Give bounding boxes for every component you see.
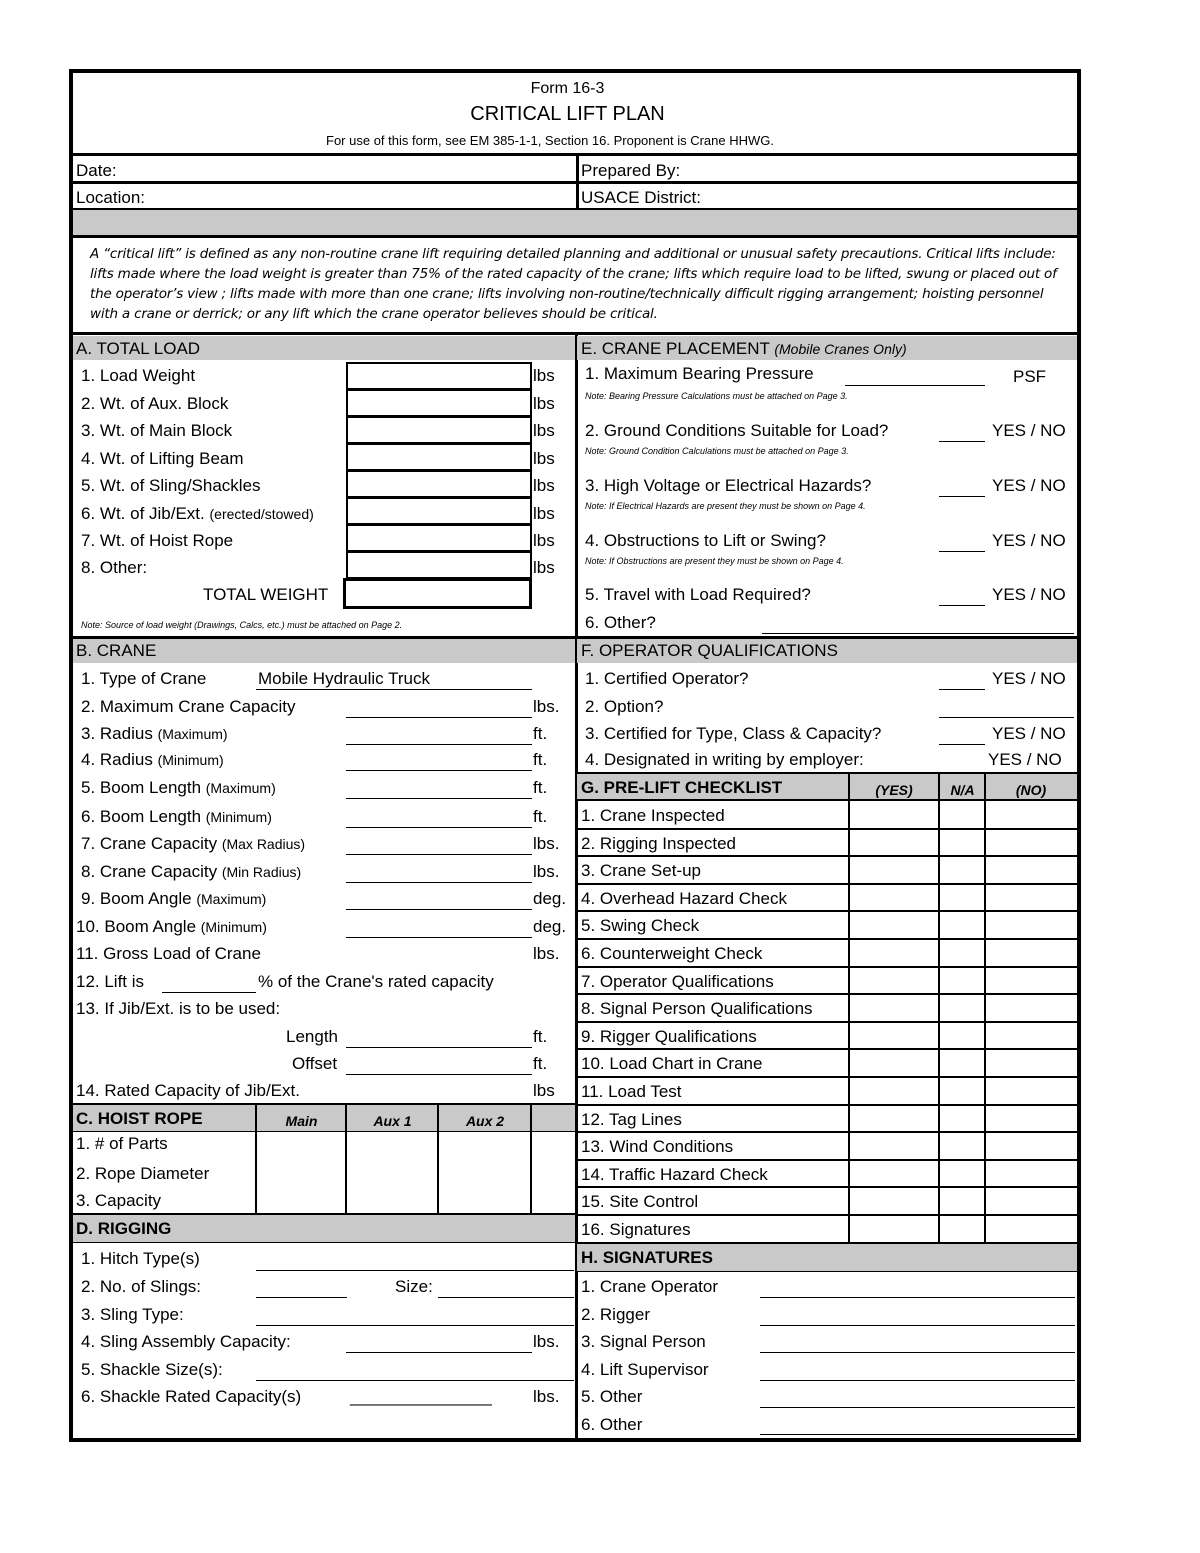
- other-placement-input[interactable]: [762, 633, 1074, 634]
- checklist-item: 9. Rigger Qualifications: [581, 1026, 757, 1046]
- certified-type-input[interactable]: [939, 744, 985, 745]
- checklist-item: 16. Signatures: [581, 1220, 691, 1239]
- lift-percent-input[interactable]: [162, 992, 256, 993]
- hoist-rope-input[interactable]: [346, 524, 532, 552]
- boom-length-max-label: [81, 778, 276, 798]
- sling-assembly-label: 4. Sling Assembly Capacity:: [81, 1332, 291, 1351]
- lbs-unit: lbs: [533, 476, 555, 495]
- checklist-na-cell[interactable]: [940, 1076, 984, 1103]
- sling-assembly-input[interactable]: [346, 1352, 532, 1353]
- checklist-no-cell[interactable]: [986, 1131, 1076, 1158]
- sig-crane-operator-input[interactable]: [760, 1297, 1075, 1298]
- unit: lbs.: [533, 1332, 560, 1351]
- gross-load-text: 11. Gross Load of Crane: [76, 944, 261, 963]
- boom-length-max-input[interactable]: [346, 798, 532, 799]
- max-crane-capacity-text: 2. Maximum Crane Capacity: [81, 697, 296, 716]
- lifting-beam-input[interactable]: [346, 443, 532, 471]
- date-label: Date:: [76, 161, 117, 180]
- sig-lift-supervisor-label: 4. Lift Supervisor: [581, 1360, 709, 1379]
- crane-capacity-min-text: 8. Crane Capacity: [81, 862, 218, 881]
- ground-conditions-label: 2. Ground Conditions Suitable for Load?: [585, 421, 889, 440]
- checklist-yes-cell[interactable]: [850, 800, 938, 827]
- checklist-no-cell[interactable]: [986, 855, 1076, 882]
- checklist-na-cell[interactable]: [940, 855, 984, 882]
- checklist-item: 8. Signal Person Qualifications: [581, 999, 813, 1019]
- checklist-yes-cell[interactable]: [850, 1214, 938, 1241]
- certified-operator-input[interactable]: [939, 689, 985, 690]
- checklist-item: 4. Overhead Hazard Check: [581, 888, 787, 908]
- boom-angle-max-qualifier: (Maximum): [196, 891, 267, 907]
- radius-min-text: 4. Radius: [81, 750, 153, 769]
- unit: lbs.: [533, 944, 560, 963]
- boom-length-max-qualifier: (Maximum): [205, 780, 276, 796]
- checklist-no-cell[interactable]: [986, 800, 1076, 827]
- boom-angle-max-label: [81, 889, 266, 909]
- section-b-title: B. CRANE: [76, 641, 157, 660]
- checklist-yes-cell[interactable]: [850, 1159, 938, 1186]
- col-na: N/A: [950, 782, 975, 798]
- ground-note: Note: Ground Condition Calculations must be attached on Page 3.: [585, 446, 849, 456]
- jib-ext-label: [81, 504, 314, 524]
- unit: ft.: [533, 724, 548, 743]
- sig-rigger-input[interactable]: [760, 1325, 1075, 1326]
- unit: ft.: [533, 1027, 548, 1046]
- boom-angle-max-input[interactable]: [346, 909, 532, 910]
- rated-jib-label: 14. Rated Capacity of Jib/Ext.: [76, 1081, 300, 1100]
- radius-max-text: 3. Radius: [81, 724, 153, 743]
- checklist-na-cell[interactable]: [940, 1104, 984, 1131]
- section-f-title: F. OPERATOR QUALIFICATIONS: [581, 641, 838, 660]
- other-placement-label: 6. Other?: [585, 613, 656, 632]
- checklist-item: 1. Crane Inspected: [581, 806, 725, 825]
- radius-min-label: [81, 750, 224, 770]
- sling-size-label: Size:: [395, 1277, 433, 1296]
- checklist-item: 10. Load Chart in Crane: [581, 1054, 763, 1074]
- boom-length-min-qualifier: (Minimum): [205, 809, 272, 825]
- checklist-no-cell[interactable]: [986, 966, 1076, 993]
- aux-block-label: 2. Wt. of Aux. Block: [81, 394, 229, 413]
- jib-ext-qualifier: (erected/stowed): [209, 506, 314, 522]
- checklist-yes-cell[interactable]: [850, 883, 938, 910]
- checklist-yes-cell[interactable]: [850, 855, 938, 882]
- col-aux1: Aux 1: [373, 1113, 412, 1129]
- section-c-title: C. HOIST ROPE: [76, 1109, 203, 1128]
- section-e-qualifier: (Mobile Cranes Only): [774, 341, 907, 357]
- checklist-na-cell[interactable]: [940, 1131, 984, 1158]
- unit: ft.: [533, 1054, 548, 1073]
- yes-no[interactable]: YES / NO: [988, 750, 1062, 769]
- checklist-no-cell[interactable]: [986, 910, 1076, 937]
- checklist-no-cell[interactable]: [986, 993, 1076, 1020]
- col-aux2: Aux 2: [465, 1113, 505, 1129]
- boom-angle-max-text: 9. Boom Angle: [81, 889, 192, 908]
- crane-capacity-max-text: 7. Crane Capacity: [81, 834, 218, 853]
- sling-type-input[interactable]: [256, 1325, 574, 1326]
- sling-type-label: 3. Sling Type:: [81, 1305, 184, 1324]
- lift-is-label: 12. Lift is: [76, 972, 145, 991]
- unit: deg.: [533, 889, 567, 908]
- sig-other-input[interactable]: [760, 1434, 1075, 1435]
- load-weight-label: 1. Load Weight: [81, 366, 196, 385]
- parts-label: 1. # of Parts: [76, 1134, 168, 1153]
- other-load-label: 8. Other:: [81, 558, 148, 577]
- sling-size-input[interactable]: [438, 1297, 574, 1298]
- location-label: Location:: [76, 188, 145, 207]
- col-main: Main: [285, 1113, 318, 1129]
- lift-is-suffix: % of the Crane's rated capacity: [258, 972, 494, 991]
- checklist-no-cell[interactable]: [986, 1159, 1076, 1186]
- yes-no[interactable]: YES / NO: [992, 669, 1066, 688]
- form-subtitle: For use of this form, see EM 385-1-1, Section 16. Proponent is Crane HHWG.: [326, 133, 774, 148]
- section-e-title-text: E. CRANE PLACEMENT: [581, 339, 770, 358]
- checklist-na-cell[interactable]: [940, 1186, 984, 1213]
- critical-lift-definition: A “critical lift” is defined as any non-routine crane lift requiring detailed planning and additional or unusual safety precautions. Critical lifts include: lifts made where the load weight is greater than 75% of the rated capacity of the crane; lifts which require load to be lifted, swung or placed out of the operator’s view ; lifts made with more than one crane; lifts involving non-routine/technically difficult rigging arrangement; hoisting personnel with a crane or derrick; or any lift which the crane operator believes should be critical.: [90, 246, 1057, 322]
- sig-lift-supervisor-input[interactable]: [760, 1380, 1075, 1381]
- checklist-no-cell[interactable]: [986, 1214, 1076, 1241]
- rope-diameter-label: 2. Rope Diameter: [76, 1164, 210, 1183]
- checklist-no-cell[interactable]: [986, 1048, 1076, 1075]
- lbs-unit: lbs: [533, 531, 555, 550]
- radius-max-label: [81, 724, 228, 744]
- radius-max-input[interactable]: [346, 744, 532, 745]
- hitch-type-label: 1. Hitch Type(s): [81, 1249, 200, 1268]
- checklist-na-cell[interactable]: [940, 993, 984, 1020]
- checklist-na-cell[interactable]: [940, 1214, 984, 1241]
- unit: ft.: [533, 778, 548, 797]
- hoist-rope-label: 7. Wt. of Hoist Rope: [81, 531, 234, 550]
- checklist-item: 11. Load Test: [581, 1082, 682, 1101]
- radius-max-qualifier: (Maximum): [157, 726, 228, 742]
- max-crane-capacity-input[interactable]: [346, 717, 532, 718]
- jib-offset-input[interactable]: [346, 1074, 532, 1075]
- section-e-title: [581, 339, 907, 359]
- unit: lbs.: [533, 834, 560, 853]
- radius-min-input[interactable]: [346, 770, 532, 771]
- electrical-hazards-label: 3. High Voltage or Electrical Hazards?: [585, 476, 872, 495]
- section-a-note: Note: Source of load weight (Drawings, Calcs, etc.) must be attached on Page 2.: [81, 620, 403, 630]
- checklist-na-cell[interactable]: [940, 938, 984, 965]
- shackle-size-input[interactable]: [256, 1380, 574, 1381]
- checklist-na-cell[interactable]: [940, 800, 984, 827]
- certified-type-label: 3. Certified for Type, Class & Capacity?: [585, 724, 882, 743]
- lbs-unit: lbs: [533, 449, 555, 468]
- checklist-yes-cell[interactable]: [850, 1186, 938, 1213]
- obstructions-input[interactable]: [939, 551, 985, 552]
- jib-offset-label: Offset: [292, 1054, 338, 1073]
- psf-unit: PSF: [1013, 367, 1047, 386]
- option-input[interactable]: [939, 717, 1074, 718]
- gross-load-label: [76, 944, 261, 964]
- certified-operator-label: 1. Certified Operator?: [585, 669, 749, 688]
- unit: lbs.: [533, 862, 560, 881]
- checklist-item: 15. Site Control: [581, 1192, 699, 1212]
- checklist-na-cell[interactable]: [940, 828, 984, 855]
- unit: ft.: [533, 750, 548, 769]
- col-yes: (YES): [875, 782, 913, 798]
- hoist-rope-grid[interactable]: [257, 1133, 530, 1213]
- checklist-no-cell[interactable]: [986, 938, 1076, 965]
- main-block-input[interactable]: [346, 416, 532, 444]
- boom-length-min-label: [81, 807, 272, 827]
- obstructions-label: 4. Obstructions to Lift or Swing?: [585, 531, 826, 550]
- main-block-label: 3. Wt. of Main Block: [81, 421, 233, 440]
- checklist-no-cell[interactable]: [986, 1104, 1076, 1131]
- district-label: USACE District:: [581, 188, 701, 207]
- max-crane-capacity-label: [81, 697, 295, 717]
- lifting-beam-label: 4. Wt. of Lifting Beam: [81, 449, 244, 468]
- sling-shackles-label: 5. Wt. of Sling/Shackles: [81, 476, 261, 495]
- boom-length-max-text: 5. Boom Length: [81, 778, 202, 797]
- shackle-size-label: 5. Shackle Size(s):: [81, 1360, 223, 1379]
- checklist-na-cell[interactable]: [940, 966, 984, 993]
- option-label: 2. Option?: [585, 697, 664, 716]
- shackle-rated-input[interactable]: _______________: [350, 1387, 492, 1406]
- crane-capacity-max-qualifier: (Max Radius): [221, 836, 306, 852]
- no-slings-label: 2. No. of Slings:: [81, 1277, 202, 1296]
- checklist-no-cell[interactable]: [986, 1021, 1076, 1048]
- designated-label: 4. Designated in writing by employer:: [585, 750, 864, 769]
- no-slings-input[interactable]: [256, 1297, 347, 1298]
- lbs-unit: lbs: [533, 366, 555, 385]
- checklist-yes-cell[interactable]: [850, 910, 938, 937]
- boom-length-min-input[interactable]: [346, 827, 532, 828]
- checklist-na-cell[interactable]: [940, 883, 984, 910]
- checklist-item: 3. Crane Set-up: [581, 861, 702, 881]
- boom-angle-min-label: [76, 917, 267, 937]
- travel-load-input[interactable]: [939, 605, 985, 606]
- checklist-yes-cell[interactable]: [850, 938, 938, 965]
- checklist-na-cell[interactable]: [940, 910, 984, 937]
- lbs-unit: lbs: [533, 504, 555, 523]
- yes-no[interactable]: YES / NO: [992, 531, 1066, 550]
- crane-capacity-max-input[interactable]: [346, 854, 532, 855]
- boom-angle-min-text: 10. Boom Angle: [76, 917, 197, 936]
- section-d-title: D. RIGGING: [76, 1219, 172, 1238]
- checklist-item: 7. Operator Qualifications: [581, 971, 774, 991]
- electrical-note: Note: If Electrical Hazards are present they must be shown on Page 4.: [585, 501, 866, 511]
- jib-ext-input[interactable]: [346, 497, 532, 525]
- checklist-item: 6. Counterweight Check: [581, 944, 763, 963]
- checklist-item: 12. Tag Lines: [581, 1109, 682, 1129]
- prepared-by-label: Prepared By:: [581, 161, 681, 180]
- unit: lbs.: [533, 1387, 560, 1406]
- checklist-yes-cell[interactable]: [850, 1021, 938, 1048]
- checklist-no-cell[interactable]: [986, 828, 1076, 855]
- boom-angle-min-qualifier: (Minimum): [200, 919, 267, 935]
- checklist-yes-cell[interactable]: [850, 993, 938, 1020]
- crane-capacity-min-input[interactable]: [346, 882, 532, 883]
- sig-rigger-label: 2. Rigger: [581, 1305, 650, 1324]
- checklist-no-cell[interactable]: [986, 1076, 1076, 1103]
- checklist-no-cell[interactable]: [986, 1186, 1076, 1213]
- unit: deg.: [533, 917, 567, 936]
- total-weight-input[interactable]: [343, 578, 532, 609]
- crane-capacity-min-radius-label: [81, 862, 301, 882]
- sig-signal-person-input[interactable]: [760, 1352, 1075, 1353]
- checklist-item: 14. Traffic Hazard Check: [581, 1164, 768, 1184]
- checklist-yes-cell[interactable]: [850, 828, 938, 855]
- other-load-input[interactable]: [346, 551, 532, 579]
- travel-load-label: 5. Travel with Load Required?: [585, 585, 811, 604]
- sig-crane-operator-label: 1. Crane Operator: [581, 1277, 719, 1296]
- unit: ft.: [533, 807, 548, 826]
- section-a-title: A. TOTAL LOAD: [76, 339, 201, 358]
- unit: lbs.: [533, 697, 560, 716]
- yes-no[interactable]: YES / NO: [992, 585, 1066, 604]
- checklist-yes-cell[interactable]: [850, 966, 938, 993]
- radius-min-qualifier: (Minimum): [157, 752, 224, 768]
- crane-capacity-min-qualifier: (Min Radius): [221, 864, 302, 880]
- unit: lbs: [533, 1081, 555, 1100]
- crane-type-value[interactable]: Mobile Hydraulic Truck: [258, 669, 430, 688]
- bearing-note: Note: Bearing Pressure Calculations must be attached on Page 3.: [585, 391, 848, 401]
- checklist-yes-cell[interactable]: [850, 1131, 938, 1158]
- checklist-na-cell[interactable]: [940, 1048, 984, 1075]
- jib-length-input[interactable]: [346, 1047, 532, 1048]
- ground-conditions-input[interactable]: [939, 441, 985, 442]
- form-title: CRITICAL LIFT PLAN: [470, 103, 665, 125]
- capacity-label: 3. Capacity: [76, 1191, 162, 1210]
- obstructions-note: Note: If Obstructions are present they must be shown on Page 4.: [585, 556, 844, 566]
- section-h-title: H. SIGNATURES: [581, 1248, 713, 1267]
- gray-band: [73, 210, 1077, 235]
- checklist-na-cell[interactable]: [940, 1159, 984, 1186]
- hitch-type-input[interactable]: [256, 1270, 574, 1271]
- jib-length-label: Length: [286, 1027, 338, 1046]
- crane-type-label: 1. Type of Crane: [81, 669, 207, 688]
- lbs-unit: lbs: [533, 558, 555, 577]
- sig-signal-person-label: 3. Signal Person: [581, 1332, 706, 1351]
- yes-no[interactable]: YES / NO: [992, 421, 1066, 440]
- sling-shackles-input[interactable]: [346, 470, 532, 498]
- checklist-na-cell[interactable]: [940, 1021, 984, 1048]
- bearing-pressure-label: 1. Maximum Bearing Pressure: [585, 364, 814, 383]
- checklist-item: 5. Swing Check: [581, 916, 700, 936]
- boom-angle-min-input[interactable]: [346, 937, 532, 938]
- checklist-yes-cell[interactable]: [850, 1048, 938, 1075]
- lbs-unit: lbs: [533, 394, 555, 413]
- lbs-unit: lbs: [533, 421, 555, 440]
- total-weight-label: TOTAL WEIGHT: [203, 585, 329, 604]
- section-g-title: G. PRE-LIFT CHECKLIST: [581, 778, 783, 797]
- jib-used-label: 13. If Jib/Ext. is to be used:: [76, 999, 281, 1018]
- checklist-yes-cell[interactable]: [850, 1076, 938, 1103]
- aux-block-input[interactable]: [346, 389, 532, 417]
- yes-no[interactable]: YES / NO: [992, 724, 1066, 743]
- electrical-hazards-input[interactable]: [939, 496, 985, 497]
- bearing-pressure-input[interactable]: [845, 385, 985, 386]
- load-weight-input[interactable]: [346, 362, 532, 390]
- checklist-yes-cell[interactable]: [850, 1104, 938, 1131]
- checklist-item: 13. Wind Conditions: [581, 1137, 734, 1157]
- crane-capacity-max-radius-label: [81, 834, 305, 854]
- yes-no[interactable]: YES / NO: [992, 476, 1066, 495]
- sig-other-input[interactable]: [760, 1407, 1075, 1408]
- checklist-item: 2. Rigging Inspected: [581, 833, 736, 853]
- form-number: Form 16-3: [530, 80, 605, 97]
- sig-other-label: 5. Other: [581, 1387, 643, 1406]
- col-no: (NO): [1015, 782, 1047, 798]
- checklist-no-cell[interactable]: [986, 883, 1076, 910]
- shackle-rated-label: 6. Shackle Rated Capacity(s): [81, 1387, 302, 1406]
- boom-length-min-text: 6. Boom Length: [81, 807, 202, 826]
- jib-ext-label-text: 6. Wt. of Jib/Ext.: [81, 504, 205, 523]
- sig-other-label: 6. Other: [581, 1415, 643, 1434]
